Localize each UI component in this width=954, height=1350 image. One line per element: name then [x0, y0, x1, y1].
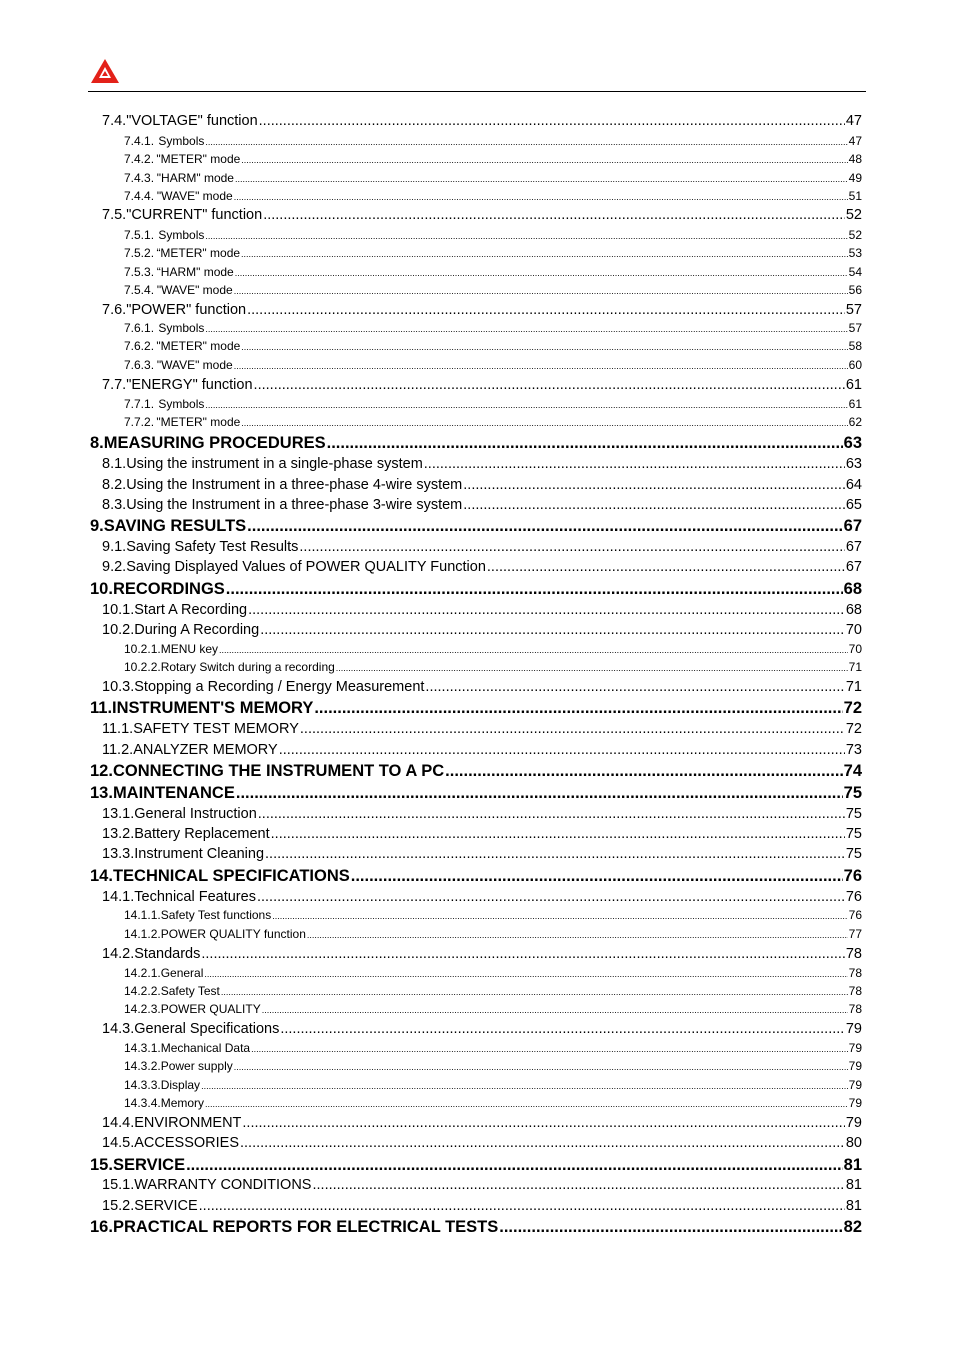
toc-leader-dots: [251, 1044, 848, 1054]
toc-leader-dots: [205, 137, 847, 147]
toc-entry-number: 7.6.1.: [124, 321, 155, 335]
toc-entry[interactable]: [102, 539, 862, 557]
toc-entry-title: Battery Replacement: [134, 826, 270, 842]
toc-entry-title: POWER QUALITY: [160, 1002, 261, 1016]
toc-leader-dots: [234, 192, 848, 202]
toc-leader-dots: [221, 987, 848, 997]
toc-entry[interactable]: [124, 1078, 862, 1093]
toc-leader-dots: [205, 231, 847, 241]
toc-leader-dots: [242, 1115, 844, 1131]
toc-entry-title: Display: [160, 1078, 201, 1092]
toc-entry-page: 79: [848, 1096, 862, 1110]
toc-entry-title: "POWER" function: [126, 302, 247, 318]
toc-leader-dots: [241, 155, 847, 165]
toc-entry[interactable]: [124, 660, 862, 675]
toc-entry-number: 13.1.: [102, 806, 135, 822]
toc-leader-dots: [259, 113, 845, 129]
toc-entry-number: 14.2.3.: [124, 1002, 161, 1016]
toc-leader-dots: [425, 679, 844, 695]
toc-entry-title: CONNECTING THE INSTRUMENT TO A PC: [112, 762, 445, 780]
toc-entry[interactable]: [102, 946, 862, 964]
toc-leader-dots: [280, 1021, 845, 1037]
toc-entry-number: 9.1.: [102, 539, 127, 555]
toc-entry-page: 62: [848, 415, 862, 429]
toc-entry-number: 8.: [90, 434, 104, 452]
toc-entry[interactable]: [124, 171, 862, 186]
toc-leader-dots: [260, 622, 845, 638]
toc-leader-dots: [219, 645, 848, 655]
toc-entry-title: SAVING RESULTS: [103, 517, 247, 535]
toc-entry[interactable]: [90, 580, 862, 600]
toc-entry-number: 14.3.1.: [124, 1041, 161, 1055]
toc-entry-page: 63: [845, 456, 862, 472]
toc-entry-number: 7.5.3.: [124, 265, 155, 279]
toc-entry-title: Instrument Cleaning: [134, 846, 265, 862]
toc-entry-page: 73: [845, 742, 862, 758]
toc-leader-dots: [247, 302, 845, 318]
toc-entry-number: 7.5.1.: [124, 228, 155, 242]
toc-entry-page: 67: [843, 517, 862, 535]
toc-entry-title: "WAVE" mode: [156, 189, 233, 203]
toc-entry-number: 10.3.: [102, 679, 135, 695]
toc-entry-title: "CURRENT" function: [126, 207, 263, 223]
toc-entry-page: 70: [848, 642, 862, 656]
toc-leader-dots: [299, 539, 844, 555]
toc-entry-title: Standards: [134, 946, 201, 962]
toc-entry-page: 48: [848, 152, 862, 166]
toc-entry[interactable]: [102, 602, 862, 620]
toc-entry-title: Symbols: [158, 397, 205, 411]
toc-leader-dots: [314, 699, 842, 718]
toc-entry-number: 13.: [90, 784, 113, 802]
toc-entry-title: “METER" mode: [156, 246, 241, 260]
toc-entry-number: 7.4.1.: [124, 134, 155, 148]
toc-leader-dots: [463, 497, 845, 513]
toc-entry-page: 68: [843, 580, 862, 598]
toc-entry-title: SERVICE: [134, 1198, 198, 1214]
toc-entry-number: 15.: [90, 1156, 113, 1174]
toc-leader-dots: [240, 1135, 845, 1151]
toc-leader-dots: [241, 342, 847, 352]
toc-entry[interactable]: [124, 358, 862, 373]
toc-entry-page: 64: [845, 477, 862, 493]
toc-entry-number: 12.: [90, 762, 113, 780]
toc-entry-page: 76: [843, 867, 862, 885]
toc-entry[interactable]: [124, 228, 862, 243]
toc-entry-title: Symbols: [158, 134, 205, 148]
toc-leader-dots: [463, 477, 845, 493]
toc-entry-title: “HARM" mode: [156, 265, 234, 279]
toc-entry-title: Safety Test: [160, 984, 220, 998]
toc-entry[interactable]: [102, 207, 862, 225]
toc-entry-page: 57: [845, 302, 862, 318]
toc-entry-page: 56: [848, 283, 862, 297]
toc-entry-page: 61: [845, 377, 862, 393]
toc-entry[interactable]: [102, 1198, 862, 1216]
toc-entry[interactable]: [102, 302, 862, 320]
toc-entry-page: 68: [845, 602, 862, 618]
toc-entry[interactable]: [124, 265, 862, 280]
toc-entry-page: 81: [843, 1156, 862, 1174]
toc-entry-number: 10.1.: [102, 602, 135, 618]
toc-entry[interactable]: [90, 699, 862, 719]
toc-leader-dots: [351, 867, 843, 886]
toc-entry-title: "VOLTAGE" function: [126, 113, 258, 129]
toc-entry-number: 15.1.: [102, 1177, 135, 1193]
toc-leader-dots: [487, 559, 845, 575]
toc-entry[interactable]: [124, 152, 862, 167]
toc-entry[interactable]: [102, 742, 862, 760]
toc-entry-page: 51: [848, 189, 862, 203]
toc-entry-title: During A Recording: [134, 622, 260, 638]
toc-leader-dots: [205, 400, 847, 410]
toc-entry-number: 10.2.: [102, 622, 135, 638]
toc-entry-title: Power supply: [160, 1059, 233, 1073]
toc-entry-title: Safety Test functions: [160, 908, 272, 922]
toc-entry-title: ENVIRONMENT: [134, 1115, 242, 1131]
toc-entry-title: General Specifications: [134, 1021, 280, 1037]
toc-entry-title: Rotary Switch during a recording: [160, 660, 335, 674]
toc-entry-page: 65: [845, 497, 862, 513]
toc-entry-title: Saving Safety Test Results: [126, 539, 299, 555]
toc-entry-number: 11.: [90, 699, 113, 717]
toc-entry-number: 7.5.4.: [124, 283, 155, 297]
toc-entry-number: 14.1.: [102, 889, 135, 905]
toc-entry-title: "METER" mode: [156, 339, 241, 353]
toc-entry-number: 8.3.: [102, 497, 127, 513]
toc-entry-title: Using the Instrument in a three-phase 3-wire system: [126, 497, 463, 513]
toc-entry-page: 81: [845, 1198, 862, 1214]
toc-entry-number: 10.2.1.: [124, 642, 161, 656]
toc-entry[interactable]: [102, 846, 862, 864]
toc-leader-dots: [307, 930, 848, 940]
toc-entry-page: 63: [843, 434, 862, 452]
toc-entry-title: General: [160, 966, 204, 980]
toc-leader-dots: [205, 324, 847, 334]
toc-leader-dots: [300, 721, 845, 737]
toc-entry[interactable]: [102, 889, 862, 907]
toc-entry-page: 74: [843, 762, 862, 780]
toc-entry-page: 79: [848, 1041, 862, 1055]
toc-leader-dots: [248, 602, 845, 618]
toc-entry-title: "METER" mode: [156, 152, 241, 166]
toc-leader-dots: [235, 174, 848, 184]
toc-entry-number: 14.5.: [102, 1135, 135, 1151]
toc-entry-page: 78: [848, 966, 862, 980]
toc-entry-number: 10.: [90, 580, 113, 598]
toc-entry-title: SAFETY TEST MEMORY: [133, 721, 299, 737]
toc-entry-page: 81: [845, 1177, 862, 1193]
toc-entry-title: ANALYZER MEMORY: [133, 742, 278, 758]
toc-entry[interactable]: [102, 377, 862, 395]
toc-leader-dots: [236, 784, 843, 803]
toc-entry-title: Mechanical Data: [160, 1041, 251, 1055]
toc-entry[interactable]: [124, 397, 862, 412]
toc-entry-number: 14.1.2.: [124, 927, 161, 941]
toc-entry-number: 14.2.2.: [124, 984, 161, 998]
toc-entry-page: 78: [845, 946, 862, 962]
toc-entry-number: 11.1.: [102, 721, 134, 737]
toc-leader-dots: [258, 806, 845, 822]
toc-leader-dots: [272, 911, 847, 921]
toc-leader-dots: [424, 456, 845, 472]
toc-leader-dots: [257, 889, 845, 905]
toc-entry[interactable]: [90, 517, 862, 537]
toc-entry-title: "WAVE" mode: [156, 358, 233, 372]
toc-leader-dots: [327, 434, 843, 453]
toc-entry-page: 82: [843, 1218, 862, 1236]
toc-entry-number: 7.4.2.: [124, 152, 155, 166]
toc-entry-number: 7.7.: [102, 377, 127, 393]
toc-entry[interactable]: [124, 966, 862, 981]
toc-entry-title: Technical Features: [134, 889, 256, 905]
toc-leader-dots: [186, 1156, 843, 1175]
toc-entry-page: 78: [848, 1002, 862, 1016]
toc-entry-title: WARRANTY CONDITIONS: [134, 1177, 312, 1193]
toc-entry-title: INSTRUMENT'S MEMORY: [112, 699, 314, 717]
toc-leader-dots: [241, 418, 847, 428]
toc-entry-title: MAINTENANCE: [112, 784, 235, 802]
toc-entry-number: 14.3.: [102, 1021, 135, 1037]
toc-entry-page: 71: [845, 679, 862, 695]
toc-leader-dots: [201, 946, 845, 962]
toc-entry[interactable]: [90, 784, 862, 804]
toc-entry-title: Saving Displayed Values of POWER QUALITY Function: [126, 559, 486, 575]
toc-entry[interactable]: [90, 434, 862, 454]
toc-entry-number: 7.6.2.: [124, 339, 155, 353]
toc-leader-dots: [204, 969, 847, 979]
toc-entry-page: 53: [848, 246, 862, 260]
toc-entry-page: 70: [845, 622, 862, 638]
toc-entry-page: 76: [845, 889, 862, 905]
toc-entry-title: General Instruction: [134, 806, 257, 822]
toc-entry[interactable]: [124, 927, 862, 942]
toc-leader-dots: [234, 361, 848, 371]
toc-leader-dots: [235, 268, 848, 278]
toc-entry[interactable]: [102, 806, 862, 824]
toc-entry-number: 14.3.4.: [124, 1096, 161, 1110]
toc-entry-page: 54: [848, 265, 862, 279]
toc-entry[interactable]: [102, 1021, 862, 1039]
toc-entry[interactable]: [102, 113, 862, 131]
toc-leader-dots: [254, 377, 845, 393]
toc-entry-title: "WAVE" mode: [156, 283, 233, 297]
toc-leader-dots: [271, 826, 845, 842]
toc-entry[interactable]: [90, 1218, 862, 1238]
toc-entry-page: 79: [848, 1059, 862, 1073]
toc-entry-number: 16.: [90, 1218, 113, 1236]
toc-entry-page: 60: [848, 358, 862, 372]
toc-leader-dots: [263, 207, 845, 223]
toc-entry[interactable]: [90, 867, 862, 887]
toc-entry-number: 8.1.: [102, 456, 127, 472]
toc-entry[interactable]: [102, 559, 862, 577]
toc-entry-number: 7.4.3.: [124, 171, 155, 185]
toc-entry-title: POWER QUALITY function: [160, 927, 306, 941]
toc-entry[interactable]: [124, 1002, 862, 1017]
toc-entry-number: 7.7.2.: [124, 415, 155, 429]
toc-entry-page: 77: [848, 927, 862, 941]
toc-entry-page: 80: [845, 1135, 862, 1151]
toc-entry[interactable]: [124, 908, 862, 923]
toc-leader-dots: [445, 762, 842, 781]
toc-entry-title: Start A Recording: [134, 602, 248, 618]
toc-entry-page: 75: [845, 846, 862, 862]
toc-entry-number: 14.1.1.: [124, 908, 161, 922]
toc-entry-page: 49: [848, 171, 862, 185]
toc-leader-dots: [279, 742, 845, 758]
toc-entry-number: 13.3.: [102, 846, 135, 862]
toc-entry-title: Symbols: [158, 228, 205, 242]
toc-entry-page: 67: [845, 539, 862, 555]
toc-entry[interactable]: [102, 826, 862, 844]
toc-entry-number: 15.2.: [102, 1198, 135, 1214]
toc-entry-number: 8.2.: [102, 477, 127, 493]
toc-entry[interactable]: [102, 1115, 862, 1133]
toc-entry-title: TECHNICAL SPECIFICATIONS: [112, 867, 350, 885]
toc-entry[interactable]: [124, 321, 862, 336]
toc-entry-number: 13.2.: [102, 826, 135, 842]
toc-entry[interactable]: [102, 1177, 862, 1195]
toc-entry-number: 14.2.1.: [124, 966, 161, 980]
toc-entry-page: 76: [848, 908, 862, 922]
toc-entry[interactable]: [124, 246, 862, 261]
toc-entry-number: 7.7.1.: [124, 397, 155, 411]
toc-entry-title: SERVICE: [112, 1156, 186, 1174]
toc-entry-title: Using the instrument in a single-phase system: [126, 456, 423, 472]
toc-entry-title: RECORDINGS: [112, 580, 225, 598]
toc-entry[interactable]: [124, 189, 862, 204]
toc-leader-dots: [241, 249, 848, 259]
toc-entry[interactable]: [124, 339, 862, 354]
toc-entry-page: 67: [845, 559, 862, 575]
toc-entry[interactable]: [90, 1156, 862, 1176]
toc-leader-dots: [247, 517, 842, 536]
toc-leader-dots: [226, 580, 843, 599]
toc-leader-dots: [199, 1198, 845, 1214]
toc-entry[interactable]: [102, 679, 862, 697]
toc-entry[interactable]: [124, 642, 862, 657]
toc-entry-page: 78: [848, 984, 862, 998]
toc-entry-page: 52: [848, 228, 862, 242]
toc-entry-page: 79: [845, 1021, 862, 1037]
toc-entry[interactable]: [102, 497, 862, 515]
toc-entry[interactable]: [90, 762, 862, 782]
toc-leader-dots: [205, 1099, 848, 1109]
toc-entry[interactable]: [102, 456, 862, 474]
toc-entry[interactable]: [124, 1041, 862, 1056]
toc-entry-title: "METER" mode: [156, 415, 241, 429]
toc-entry-title: Using the Instrument in a three-phase 4-wire system: [126, 477, 463, 493]
toc-entry-number: 14.: [90, 867, 113, 885]
toc-entry-page: 52: [845, 207, 862, 223]
toc-entry[interactable]: [124, 1096, 862, 1111]
toc-leader-dots: [336, 663, 848, 673]
toc-entry-title: MEASURING PROCEDURES: [103, 434, 326, 452]
toc-entry-number: 7.4.: [102, 113, 127, 129]
toc-entry-number: 11.2.: [102, 742, 134, 758]
toc-entry[interactable]: [102, 1135, 862, 1153]
toc-entry[interactable]: [124, 283, 862, 298]
toc-entry-page: 75: [845, 826, 862, 842]
toc-entry-number: 7.5.2.: [124, 246, 155, 260]
toc-entry-number: 7.5.: [102, 207, 127, 223]
toc-leader-dots: [265, 846, 845, 862]
toc-entry-page: 58: [848, 339, 862, 353]
toc-entry-title: Memory: [160, 1096, 205, 1110]
toc-entry-page: 79: [848, 1078, 862, 1092]
toc-entry-title: ACCESSORIES: [134, 1135, 239, 1151]
toc-entry[interactable]: [124, 1059, 862, 1074]
toc-entry-page: 47: [845, 113, 862, 129]
toc-entry-title: Stopping a Recording / Energy Measurement: [134, 679, 425, 695]
toc-entry-page: 72: [845, 721, 862, 737]
toc-entry[interactable]: [124, 984, 862, 999]
toc-leader-dots: [262, 1005, 848, 1015]
toc-entry-page: 57: [848, 321, 862, 335]
toc-entry-page: 47: [848, 134, 862, 148]
toc-entry-number: 7.4.4.: [124, 189, 155, 203]
toc-entry-page: 72: [843, 699, 862, 717]
toc-entry-page: 75: [843, 784, 862, 802]
toc-entry-page: 79: [845, 1115, 862, 1131]
toc-entry[interactable]: [124, 134, 862, 149]
toc-entry-title: Symbols: [158, 321, 205, 335]
toc-entry[interactable]: [124, 415, 862, 430]
toc-entry-number: 14.3.2.: [124, 1059, 161, 1073]
toc-leader-dots: [201, 1081, 848, 1091]
toc-entry-number: 14.3.3.: [124, 1078, 161, 1092]
toc-entry-page: 75: [845, 806, 862, 822]
toc-leader-dots: [234, 286, 848, 296]
toc-entry-title: PRACTICAL REPORTS FOR ELECTRICAL TESTS: [112, 1218, 499, 1236]
toc-entry-number: 14.4.: [102, 1115, 135, 1131]
toc-leader-dots: [499, 1218, 842, 1237]
toc-entry-number: 7.6.: [102, 302, 127, 318]
toc-entry[interactable]: [102, 721, 862, 739]
toc-entry-title: MENU key: [160, 642, 219, 656]
toc-entry-title: "HARM" mode: [156, 171, 234, 185]
toc-entry-title: "ENERGY" function: [126, 377, 253, 393]
toc-entry[interactable]: [102, 622, 862, 640]
toc-entry-number: 10.2.2.: [124, 660, 161, 674]
toc-entry[interactable]: [102, 477, 862, 495]
toc-entry-page: 61: [848, 397, 862, 411]
toc-leader-dots: [312, 1177, 844, 1193]
toc-entry-number: 7.6.3.: [124, 358, 155, 372]
toc-leader-dots: [234, 1062, 848, 1072]
toc-entry-number: 14.2.: [102, 946, 135, 962]
toc-entry-page: 71: [848, 660, 862, 674]
toc-entry-number: 9.2.: [102, 559, 127, 575]
toc-entry-number: 9.: [90, 517, 104, 535]
